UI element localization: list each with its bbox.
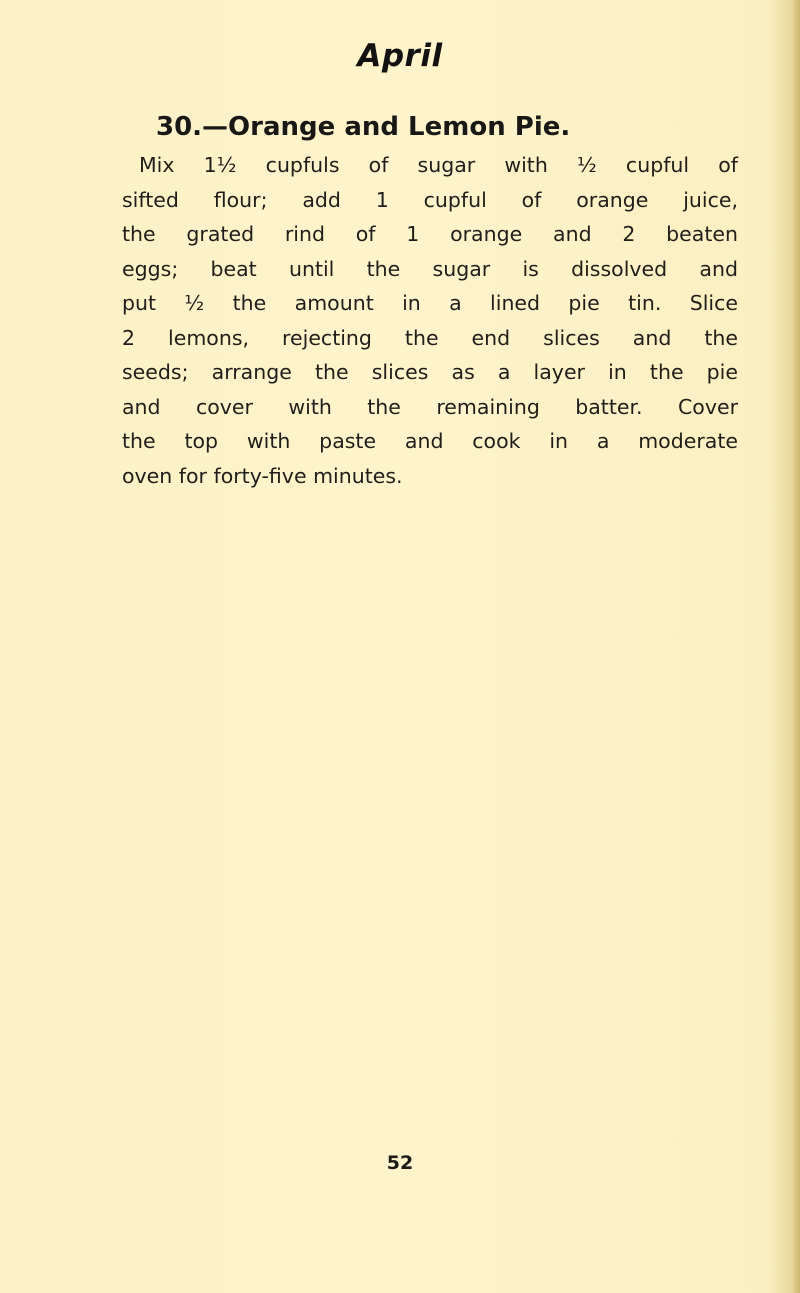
recipe-line: put ½ the amount in a lined pie tin. Slice [122,291,738,315]
recipe-line: 2 lemons, rejecting the end slices and the [122,325,738,350]
page-edge-shadow [792,0,800,1293]
recipe-line: oven for forty-five minutes. [122,463,403,488]
recipe-line: sifted flour; add 1 cupful of orange juice, [122,187,738,212]
page-number: 52 [386,1152,414,1174]
recipe-title: 30.—Orange and Lemon Pie. [156,112,571,142]
recipe-body [122,148,738,493]
recipe-line: seeds; arrange the slices as a layer in the pie [122,360,738,384]
recipe-line: Mix 1½ cupfuls of sugar with ½ cupful of [139,153,738,177]
running-head: April [357,38,443,74]
recipe-line: eggs; beat until the sugar is dissolved and [122,256,738,281]
recipe-line: the top with paste and cook in a moderate [122,429,738,453]
recipe-line: the grated rind of 1 orange and 2 beaten [122,222,738,246]
recipe-line: and cover with the remaining batter. Cover [122,394,738,419]
